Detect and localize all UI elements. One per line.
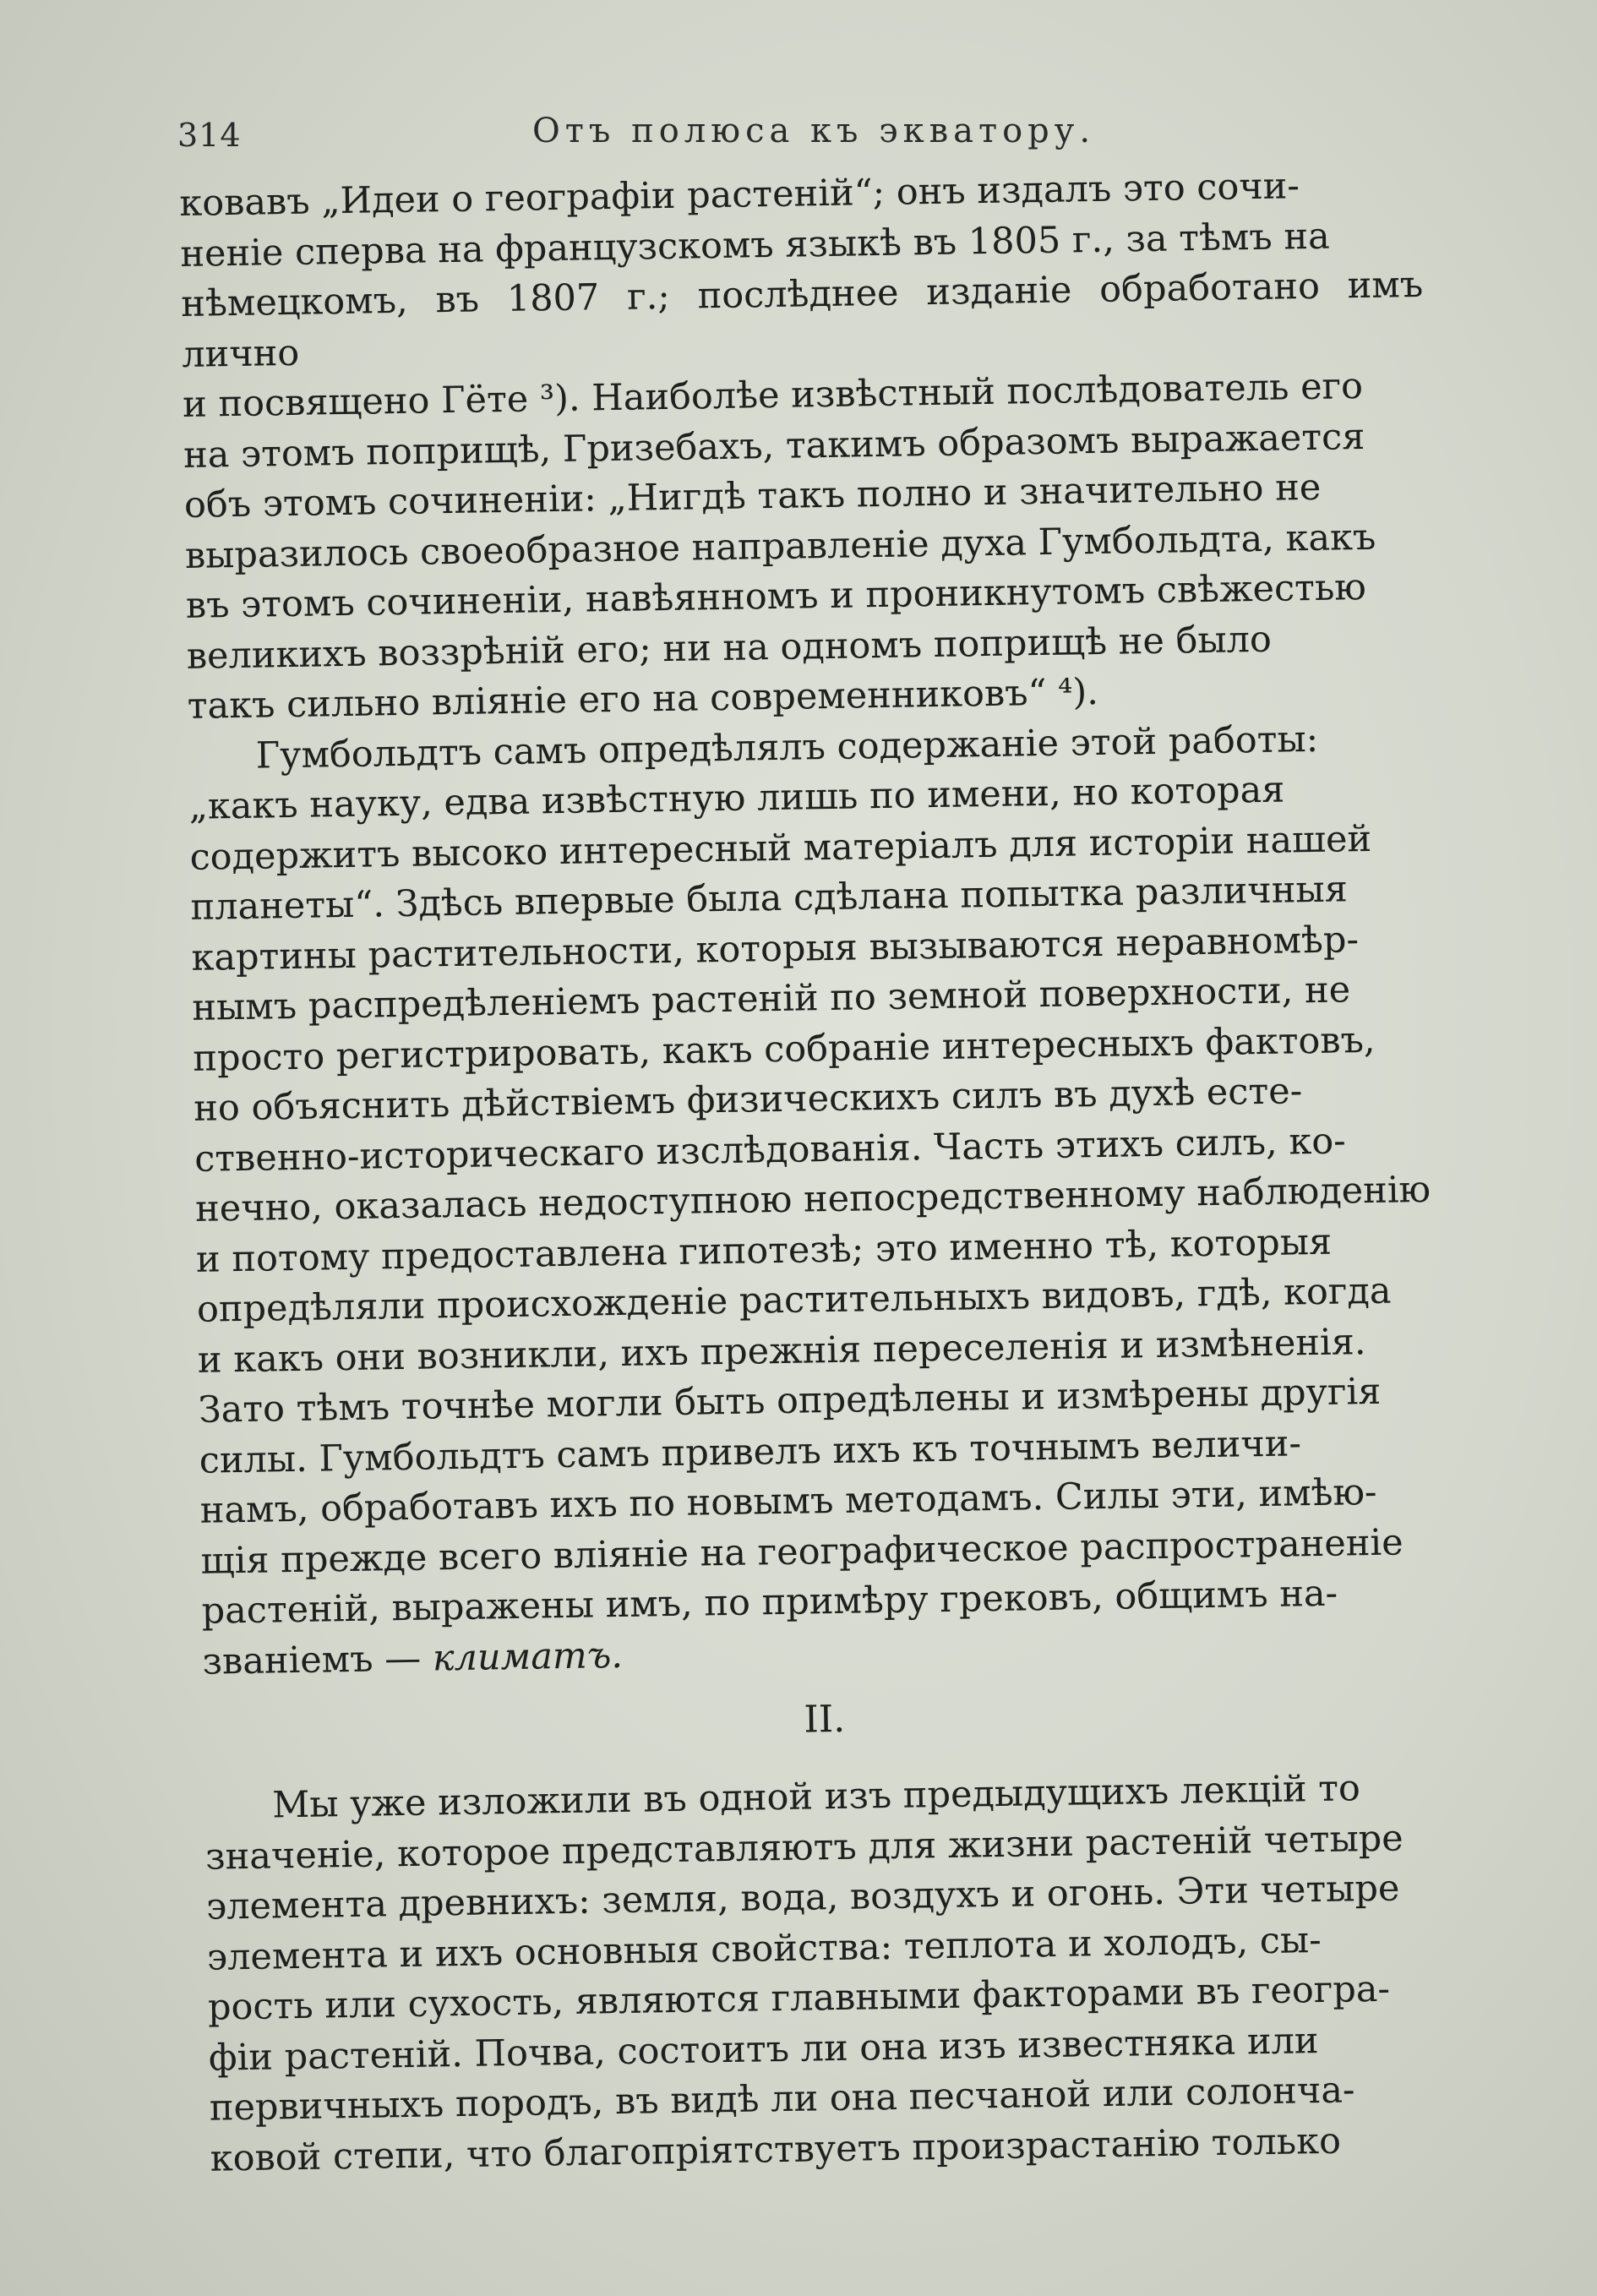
- paragraph-2-text: Гумбольдтъ самъ опредѣлялъ содержаніе этой работы: „какъ науку, едва извѣстную лишь по имени, но которая содержитъ высоко интересный матеріалъ для исторіи нашей планеты“. Здѣсь впервые была сдѣлана попытка различныя картины растительности, которыя вызываются неравномѣр- нымъ распредѣленіемъ растеній по земной поверхности, не просто регистрировать, какъ собраніе интересныхъ фактовъ, но объяснить дѣйствіемъ физическихъ силъ въ духѣ есте- ственно-историческаго изслѣдованія. Часть этихъ силъ, ко- нечно, оказалась недоступною непосредственному наблюденію и потому предоставлена гипотезѣ; это именно тѣ, которыя опредѣляли происхожденіе растительныхъ видовъ, гдѣ, когда и какъ они возникли, ихъ прежнія переселенія и измѣненія. Зато тѣмъ точнѣе могли быть опредѣлены и измѣрены другія силы. Гумбольдтъ самъ привелъ ихъ къ точнымъ величи- намъ, обработавъ ихъ по новымъ методамъ. Силы эти, имѣю- щія прежде всего вліяніе на географическое распространеніе растеній, выражены имъ, по примѣру грековъ, общимъ на- званіемъ —: [188, 717, 1431, 1683]
- page-number: 314: [177, 117, 242, 154]
- paragraph-3: Мы уже изложили въ одной изъ предыдущихъ лекцій то значеніе, которое представляютъ для жизни растеній четыре элемента древнихъ: земля, вода, воздухъ и огонь. Эти четыре элемента и ихъ основныя свойства: теплота и холодъ, сы- рость или сухость, являются главными факторами въ геогра- фіи растеній. Почва, состоитъ ли она изъ известняка или первичныхъ породъ, въ видѣ ли она песчаной или солонча- ковой степи, что благопріятствуетъ произрастанію только: [204, 1767, 1404, 2180]
- running-title: Отъ полюса къ экватору.: [532, 112, 1096, 150]
- paragraph-2-italic-term: климатъ.: [432, 1633, 624, 1680]
- paragraph-1: ковавъ „Идеи о географіи растеній“; онъ издалъ это сочи- неніе сперва на французскомъ языкѣ въ 1805 г., за тѣмъ на нѣмецкомъ, въ 1807 г.; послѣднее изданіе обработано имъ лично и посвящено Гёте ³). Наиболѣе извѣстный послѣдователь его на этомъ поприщѣ, Гризебахъ, такимъ образомъ выражается объ этомъ сочиненіи: „Нигдѣ такъ полно и значительно не выразилось своеобразное направленіе духа Гумбольдта, какъ въ этомъ сочиненіи, навѣянномъ и проникнутомъ свѣжестью великихъ воззрѣній его; ни на одномъ поприщѣ не было такъ сильно вліяніе его на современниковъ“ ⁴).: [179, 165, 1424, 728]
- section-heading: II.: [803, 1697, 846, 1742]
- page-body: [179, 160, 1453, 2184]
- paragraph-2: [188, 712, 1445, 1687]
